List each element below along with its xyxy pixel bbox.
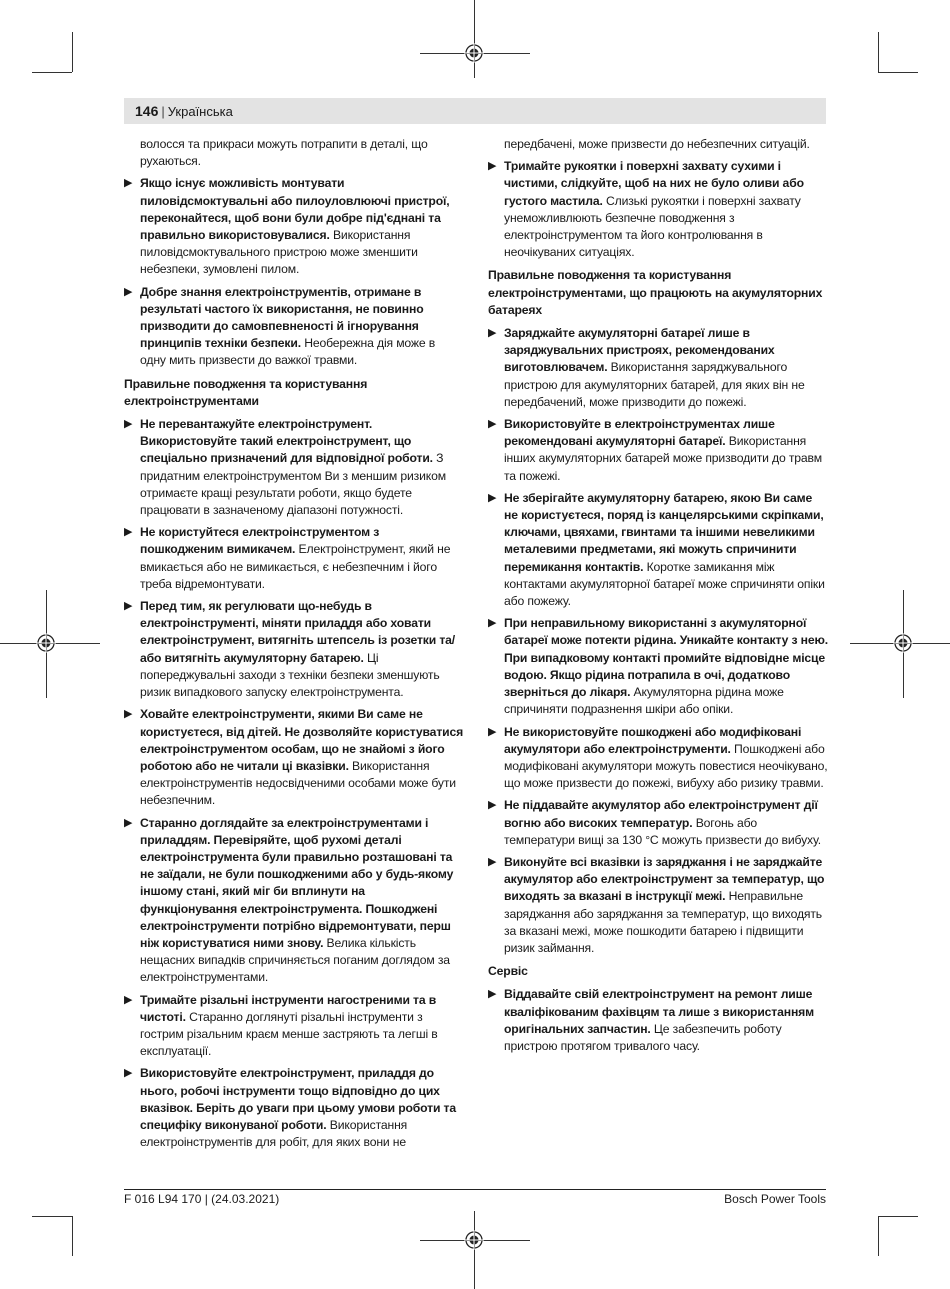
instruction-bold-text: Тримайте рукоятки і поверхні захвату сухими і чистими, слідкуйте, щоб на них не було оливи або густого мастила. — [504, 159, 804, 208]
right-column — [488, 136, 828, 1060]
footer-rule — [124, 1189, 826, 1190]
safety-instruction-item — [488, 724, 828, 793]
instruction-bold-text: Добре знання електроінструментів, отримане в результаті частого їх використання, не повинно призводити до самовпевненості й ігнорування принципів техніки безпеки. — [140, 284, 424, 351]
crop-mark — [878, 32, 879, 72]
crop-mark — [878, 1216, 918, 1217]
instruction-explanation-text: Використання інших акумуляторних батарей може призводити до травм та пожежі. — [504, 434, 822, 483]
instruction-bold-text: Ховайте електроінструменти, якими Ви саме не користуєтеся, від дітей. Не дозволяйте користуватися електроінструментом особам, що не знайомі з його роботою або не читали ці вказівки. — [140, 707, 464, 773]
instruction-explanation-text: Ці попереджувальні заходи з техніки безпеки зменшують ризик випадкового запуску електроінструмента. — [140, 650, 440, 700]
bullet-triangle-icon: ▶ — [488, 327, 497, 340]
instruction-bold-text: Тримайте різальні інструменти нагостреними та в чистоті. — [140, 992, 437, 1024]
instruction-bold-text: Не зберігайте акумуляторну батарею, якою Ви саме не користуєтеся, поряд із канцелярськими скріпками, ключами, цвяхами, гвинтами та іншими невеликими металевими предметами, які можуть спричинити перемикання контактів. — [504, 490, 824, 574]
header-language: Українська — [167, 103, 233, 119]
safety-instruction-item — [124, 706, 464, 809]
instruction-bold-text: Використовуйте в електроінструментах лише рекомендовані акумуляторні батареї. — [504, 417, 775, 449]
safety-instruction-item — [124, 524, 464, 593]
instruction-explanation-text: Це забезпечить роботу пристрою протягом тривалого часу. — [504, 1021, 782, 1053]
instruction-explanation-text: Слизькі рукоятки і поверхні захвату унеможливлюють безпечне поводження з електроінструментом та його контролювання в неочікуваних ситуаціях. — [504, 193, 801, 260]
bullet-triangle-icon: ▶ — [488, 725, 497, 738]
instruction-explanation-text: Використання електроінструментів для робіт, для яких вони не — [140, 1117, 408, 1150]
bullet-triangle-icon: ▶ — [124, 816, 133, 829]
instruction-explanation-text: Електроінструмент, який не вмикається або не вимикається, є небезпечним і його треба відремонтувати. — [140, 542, 451, 591]
left-column — [124, 136, 464, 1156]
safety-instruction-item — [124, 598, 464, 701]
bullet-triangle-icon: ▶ — [124, 418, 133, 431]
bullet-triangle-icon: ▶ — [488, 160, 497, 173]
safety-instruction-item — [488, 854, 828, 957]
safety-instruction-item — [488, 615, 828, 718]
bullet-triangle-icon: ▶ — [124, 285, 133, 298]
continuation-text: передбачені, може призвести до небезпечних ситуацій. — [504, 137, 810, 151]
bullet-triangle-icon: ▶ — [124, 177, 133, 190]
instruction-explanation-text: Акумуляторна рідина може спричиняти подразнення шкіри або опіки. — [504, 685, 784, 717]
instruction-bold-text: Якщо існує можливість монтувати пиловідсмоктувальні або пилоуловлюючі пристрої, переконайтеся, щоб вони були добре під'єднані та правильно використовувалися. — [140, 176, 450, 243]
instruction-bold-text: Не перевантажуйте електроінструмент. Використовуйте такий електроінструмент, що спеціально призначений для відповідної роботи. — [140, 417, 433, 466]
safety-instruction-item — [488, 416, 828, 485]
safety-instruction-item — [488, 986, 828, 1055]
registration-line — [474, 0, 475, 78]
instruction-bold-text: Не використовуйте пошкоджені або модифіковані акумулятори або електроінструменти. — [504, 724, 802, 756]
page-header — [124, 98, 826, 124]
instruction-bold-text: Віддавайте свій електроінструмент на ремонт лише кваліфікованим фахівцям та лише з використанням оригінальних запчастин. — [504, 987, 815, 1036]
instruction-bold-text: Заряджайте акумуляторні батареї лише в заряджувальних пристроях, рекомендованих виготовлювачем. — [504, 326, 775, 375]
instruction-bold-text: Перед тим, як регулювати що-небудь в електроінструменті, міняти приладдя або ховати електроінструмент, витягніть штепсель із розетки та/або витягніть акумуляторну батарею. — [140, 599, 456, 665]
bullet-triangle-icon: ▶ — [124, 1067, 133, 1080]
bullet-triangle-icon: ▶ — [488, 491, 497, 504]
instruction-explanation-text: Використання заряджувального пристрою для акумуляторних батарей, для яких він не передбачений, може призводити до пожежі. — [504, 360, 805, 409]
instruction-explanation-text: Використання пиловідсмоктувального пристрою може зменшити небезпеки, зумовлені пилом. — [140, 228, 418, 277]
crop-mark — [878, 72, 918, 73]
registration-target-icon — [36, 633, 56, 653]
instruction-explanation-text: Вогонь або температури вищі за 130 °C можуть призвести до вибуху. — [504, 815, 821, 847]
bullet-triangle-icon: ▶ — [488, 855, 497, 868]
registration-target-icon — [464, 43, 484, 63]
section-heading: Сервіс — [488, 964, 528, 979]
safety-instruction-item — [124, 284, 464, 370]
instruction-bold-text: При неправильному використанні з акумуляторної батареї може потекти рідина. Уникайте контакту з нею. При випадковому контакті промийте відповідне місце водою. Якщо рідина потрапила в очі, додатково зверніться до лікаря. — [504, 616, 828, 700]
instruction-explanation-text: З придатним електроінструментом Ви з меншим ризиком отримаєте кращі результати роботи, якщо будете працювати в зазначеному діапазоні потужності. — [140, 451, 446, 518]
safety-instruction-item — [488, 325, 828, 411]
footer-doc-id: F 016 L94 170 | (24.03.2021) — [124, 1192, 280, 1206]
crop-mark — [32, 1216, 72, 1217]
safety-instruction-item — [488, 490, 828, 610]
crop-mark — [878, 1216, 879, 1256]
crop-mark — [32, 72, 72, 73]
section-heading: Правильне поводження та користування електроінструментами, що працюють на акумуляторних батареях — [488, 268, 823, 317]
registration-line — [474, 1211, 475, 1289]
safety-instruction-item — [124, 175, 464, 278]
bullet-triangle-icon: ▶ — [124, 993, 133, 1006]
crop-mark — [72, 1216, 73, 1256]
safety-instruction-item — [124, 416, 464, 519]
instruction-explanation-text: Необережна дія може в одну мить призвести до важкої травми. — [140, 336, 436, 368]
instruction-explanation-text: Пошкоджені або модифіковані акумулятори можуть повестися неочікувано, що може призвести до пожежі, вибуху або ризику травми. — [504, 741, 828, 791]
section-heading: Правильне поводження та користування електроінструментами — [124, 376, 368, 408]
instruction-explanation-text: Неправильне заряджання або заряджання за температур, що виходять за вказані межі, може пошкодити батарею і підвищити ризик займання. — [504, 889, 823, 955]
safety-instruction-item — [488, 158, 828, 261]
bullet-triangle-icon: ▶ — [488, 617, 497, 630]
safety-instruction-item — [124, 815, 464, 987]
bullet-triangle-icon: ▶ — [124, 708, 133, 721]
instruction-explanation-text: Використання електроінструментів недосвідченими особами може бути небезпечним. — [140, 758, 456, 808]
instruction-bold-text: Не користуйтеся електроінструментом з пошкодженим вимикачем. — [140, 525, 380, 557]
instruction-explanation-text: Велика кількість нещасних випадків спричиняється поганим доглядом за електроінструментами. — [140, 935, 450, 985]
registration-target-icon — [893, 633, 913, 653]
bullet-triangle-icon: ▶ — [124, 526, 133, 539]
instruction-explanation-text: Коротке замикання між контактами акумуляторної батареї може спричиняти опіки або пожежу. — [504, 559, 825, 609]
safety-instruction-item — [488, 797, 828, 849]
continuation-text: волосся та прикраси можуть потрапити в деталі, що рухаються. — [140, 137, 428, 169]
header-separator: | — [161, 103, 165, 119]
registration-target-icon — [464, 1230, 484, 1250]
bullet-triangle-icon: ▶ — [124, 600, 133, 613]
crop-mark — [72, 32, 73, 72]
instruction-bold-text: Виконуйте всі вказівки із заряджання і не заряджайте акумулятор або електроінструмент за температур, що виходять за вказані в інструкції межі. — [504, 854, 825, 904]
safety-instruction-item — [124, 1065, 464, 1151]
bullet-triangle-icon: ▶ — [488, 988, 497, 1001]
bullet-triangle-icon: ▶ — [488, 799, 497, 812]
instruction-explanation-text: Старанно доглянуті різальні інструменти з гострим різальним краєм менше застряють та легші в експлуатації. — [140, 1009, 438, 1059]
instruction-bold-text: Старанно доглядайте за електроінструментами і приладдям. Перевіряйте, щоб рухомі деталі електроінструмента були правильно розташовані та не заїдали, не були пошкодженими або у будь-якому іншому стані, який міг би вплинути на функціонування електроінструмента. Пошкоджені електроінструменти потрібно відремонтувати, перш ніж користуватися ними знову. — [140, 815, 454, 950]
safety-instruction-item — [124, 992, 464, 1061]
footer-brand: Bosch Power Tools — [724, 1192, 826, 1206]
instruction-bold-text: Не піддавайте акумулятор або електроінструмент дії вогню або високих температур. — [504, 798, 818, 830]
instruction-bold-text: Використовуйте електроінструмент, приладдя до нього, робочі інструменти тощо відповідно до цих вказівок. Беріть до уваги при цьому умови роботи та специфіку виконуваної роботи. — [140, 1066, 456, 1132]
page-number: 146 — [135, 103, 159, 119]
bullet-triangle-icon: ▶ — [488, 418, 497, 431]
